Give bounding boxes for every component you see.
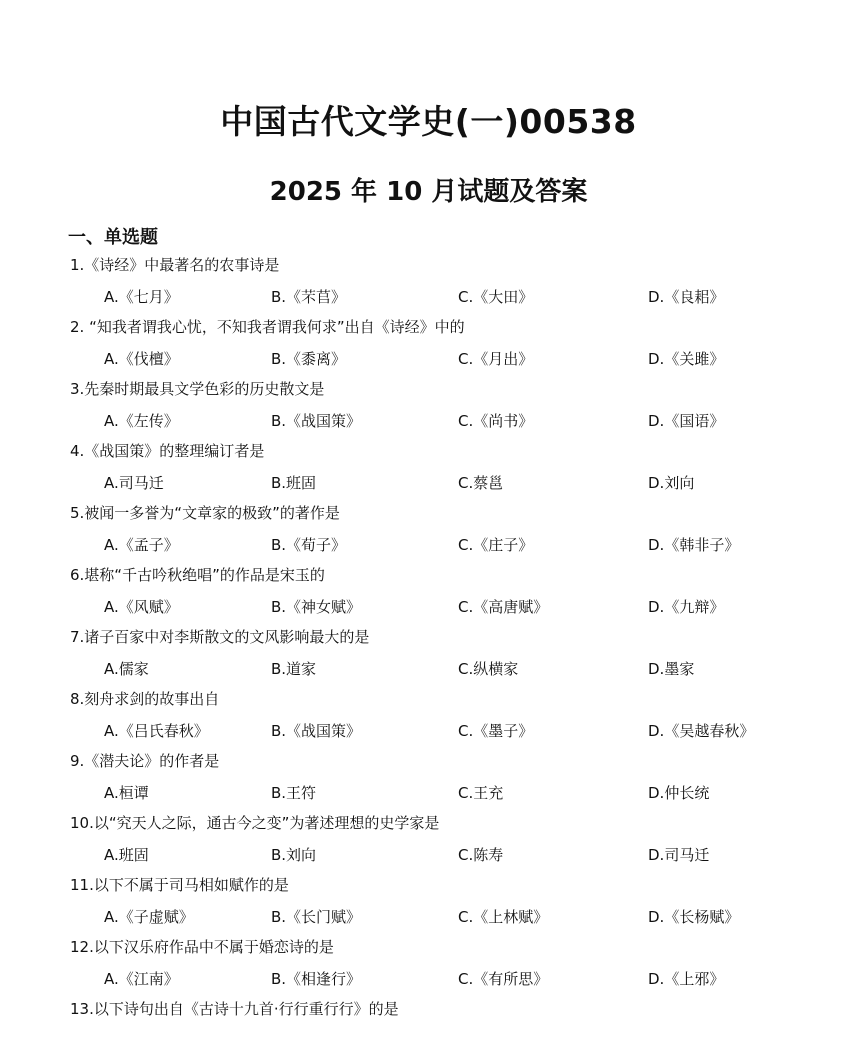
question-stem: 1.《诗经》中最著名的农事诗是: [70, 256, 280, 274]
option-b: B.《荀子》: [271, 536, 347, 554]
option-a: A.班固: [104, 846, 149, 864]
option-c: C.纵横家: [458, 660, 519, 678]
option-b: B.《长门赋》: [271, 908, 362, 926]
option-c: C.王充: [458, 784, 504, 802]
option-a: A.儒家: [104, 660, 149, 678]
option-b: B.《战国策》: [271, 412, 362, 430]
question-1: [0, 254, 857, 316]
question-4: [0, 440, 857, 502]
option-c: C.《尚书》: [458, 412, 534, 430]
option-a: A.《子虚赋》: [104, 908, 194, 926]
option-d: D.《长杨赋》: [648, 908, 740, 926]
option-c: C.《大田》: [458, 288, 534, 306]
option-a: A.《孟子》: [104, 536, 179, 554]
option-b: B.《相逢行》: [271, 970, 362, 988]
question-stem: 8.刻舟求剑的故事出自: [70, 690, 220, 708]
document-title: 中国古代文学史(一)00538: [220, 102, 637, 141]
option-d: D.《韩非子》: [648, 536, 740, 554]
question-stem: 2. “知我者谓我心忧，不知我者谓我何求”出自《诗经》中的: [70, 318, 465, 336]
option-b: B.《战国策》: [271, 722, 362, 740]
question-13: [0, 998, 857, 1060]
option-a: A.《伐檀》: [104, 350, 179, 368]
question-3: [0, 378, 857, 440]
option-d: D.刘向: [648, 474, 695, 492]
option-d: D.司马迁: [648, 846, 710, 864]
option-c: C.《有所思》: [458, 970, 549, 988]
option-c: C.《高唐赋》: [458, 598, 549, 616]
option-c: C.《上林赋》: [458, 908, 549, 926]
question-stem: 11.以下不属于司马相如赋作的是: [70, 876, 289, 894]
option-b: B.王符: [271, 784, 317, 802]
option-b: B.刘向: [271, 846, 317, 864]
option-a: A.《风赋》: [104, 598, 179, 616]
option-d: D.《吴越春秋》: [648, 722, 755, 740]
question-stem: 12.以下汉乐府作品中不属于婚恋诗的是: [70, 938, 334, 956]
question-2: [0, 316, 857, 378]
question-stem: 5.被闻一多誉为“文章家的极致”的著作是: [70, 504, 340, 522]
option-a: A.《七月》: [104, 288, 179, 306]
option-b: B.班固: [271, 474, 317, 492]
option-a: A.桓谭: [104, 784, 149, 802]
question-stem: 6.堪称“千古吟秋绝唱”的作品是宋玉的: [70, 566, 325, 584]
question-stem: 4.《战国策》的整理编订者是: [70, 442, 265, 460]
option-c: C.蔡邕: [458, 474, 504, 492]
question-11: [0, 874, 857, 936]
option-d: D.《国语》: [648, 412, 725, 430]
document-subtitle: 2025 年 10 月试题及答案: [269, 177, 588, 207]
question-stem: 13.以下诗句出自《古诗十九首·行行重行行》的是: [70, 1000, 399, 1018]
question-8: [0, 688, 857, 750]
question-7: [0, 626, 857, 688]
question-list: [0, 254, 857, 1060]
option-c: C.陈寿: [458, 846, 504, 864]
question-6: [0, 564, 857, 626]
option-a: A.司马迁: [104, 474, 164, 492]
option-c: C.《月出》: [458, 350, 534, 368]
option-b: B.道家: [271, 660, 317, 678]
option-a: A.《左传》: [104, 412, 179, 430]
question-stem: 7.诸子百家中对李斯散文的文风影响最大的是: [70, 628, 370, 646]
option-c: C.《墨子》: [458, 722, 534, 740]
question-stem: 9.《潜夫论》的作者是: [70, 752, 220, 770]
option-b: B.《神女赋》: [271, 598, 362, 616]
question-12: [0, 936, 857, 998]
option-b: B.《黍离》: [271, 350, 347, 368]
option-d: D.仲长统: [648, 784, 710, 802]
option-c: C.《庄子》: [458, 536, 534, 554]
option-a: A.《江南》: [104, 970, 179, 988]
question-stem: 3.先秦时期最具文学色彩的历史散文是: [70, 380, 325, 398]
option-d: D.《关雎》: [648, 350, 725, 368]
option-a: A.《吕氏春秋》: [104, 722, 209, 740]
section-heading: 一、单选题: [68, 227, 158, 248]
question-5: [0, 502, 857, 564]
option-b: B.《芣苢》: [271, 288, 347, 306]
question-9: [0, 750, 857, 812]
option-d: D.墨家: [648, 660, 695, 678]
question-stem: 10.以“究天人之际，通古今之变”为著述理想的史学家是: [70, 814, 440, 832]
option-d: D.《良耜》: [648, 288, 725, 306]
question-10: [0, 812, 857, 874]
option-d: D.《上邪》: [648, 970, 725, 988]
option-d: D.《九辩》: [648, 598, 725, 616]
